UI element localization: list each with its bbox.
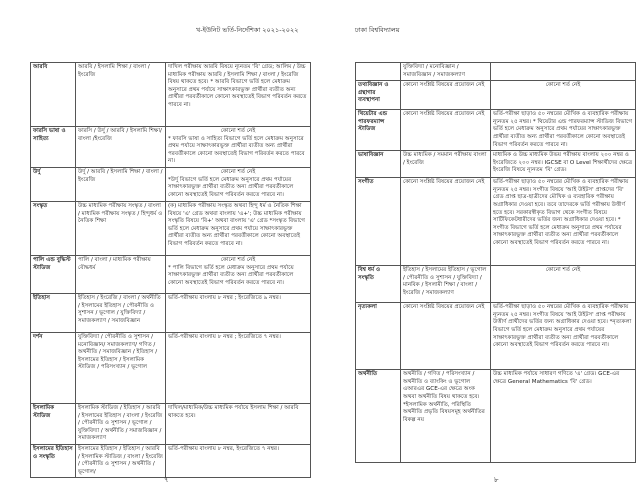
conditions-cell	[166, 201, 311, 255]
conditions-cell	[166, 293, 311, 332]
required-subjects-cell: ইসলামিক স্টাডিজ / ইতিহাস / আরবি / ইসলামের ইতিহাস / বাংলা / ইংরেজি / পৌরনীতি ও সুশাসন / ভূগোল / যুক্তিবিদ্যা / অর্থনীতি / সমাজবিজ্ঞান / সমাজকল্যাণ	[76, 403, 166, 444]
table-row	[356, 303, 636, 370]
page-number-left: ৭	[164, 476, 169, 484]
table-row	[31, 444, 311, 477]
right-requirements-table	[355, 62, 636, 463]
required-subjects-cell: উর্দু / আরবি / ইসলামি শিক্ষা / বাংলা / ইংরেজি	[76, 167, 166, 201]
table-row	[356, 81, 636, 110]
conditions-cell	[166, 255, 311, 293]
table-row	[31, 293, 311, 332]
table-row	[356, 63, 636, 81]
conditions-cell	[491, 178, 636, 266]
table-row	[356, 178, 636, 266]
page-number-right: ৮	[494, 476, 499, 484]
condition-text: কোনো শর্ত নেই	[220, 128, 256, 134]
conditions-cell	[491, 110, 636, 151]
notes-text: ভর্তি-পরীক্ষা ছাড়াও ৫০ নম্বরের মৌখিক ও ব্যবহারিক পরীক্ষায় ন্যূনতম ২৫ নম্বর। সংগীত বিষয়ে 'আই উইটস' প্রাপ্ত পরীক্ষায় উত্তীর্ণ প্রার্থীদের ভর্তির জন্য অগ্রাধিকার দেওয়া হবে। *নৃত্যকলা বিভাগে ভর্তি হলে মেধাক্রম অনুসারে প্রথম পর্যায়ের সাক্ষাৎকারভুক্ত প্রার্থীরা ব্যতীত অন্য প্রার্থীরা পরবর্তীকালে কোনো অবস্থাতেই বিভাগ পরিবর্তন করতে পারবে না।	[493, 304, 632, 349]
document-header-left: খ-ইউনিট ভর্তি-নির্দেশিকা ২০২১-২০২২	[196, 26, 299, 34]
notes-text: ভর্তি-পরীক্ষায় বাংলায় ৮ নম্বর, ইংরেজিতে ৭ নম্বর।	[168, 445, 279, 452]
table-row	[31, 201, 311, 255]
condition-text: কোনো শর্ত নেই	[545, 82, 581, 89]
required-subjects-cell: অর্থনীতি / গণিত / পরিসংখ্যান / অর্থনীতি ও ব্যাংকিং ও ভূগোল এআরএর GCE-এর ক্ষেত্রে অংক অথবা অর্থনীতি বিষয় থাকতে হবে। *ইসলামিক অর্থনীতি, পরিস্থিতি অর্থনীতি প্রভৃতি বিষয়সমূহ অর্থনীতির বিকল্প নয়	[401, 370, 491, 463]
subject-cell: ফারসি ভাষা ও সাহিত্য	[31, 127, 76, 168]
required-subjects-cell: কোনো সংশ্লিষ্ট বিষয়ের প্রয়োজন নেই	[401, 110, 491, 151]
subject-cell: ইসলামের ইতিহাস ও সংস্কৃতি	[31, 444, 76, 477]
notes-text: ভর্তি-পরীক্ষা ছাড়াও ৫০ নম্বরের মৌখিক ও ব্যবহারিক পরীক্ষায় ন্যূনতম ২৫ নম্বর। * থিয়েটার এন্ড পারফরম্যান্স স্টাডিজ বিভাগে ভর্তি হলে মেধাক্রম অনুসারে প্রথম পর্যায়ের সাক্ষাৎকারভুক্ত প্রার্থীরা ব্যতীত অন্য প্রার্থীরা পরবর্তীকালে কোনো অবস্থাতেই বিভাগ পরিবর্তন করতে পারবে না।	[493, 111, 633, 148]
required-subjects-cell: ফারসি / উর্দু / আরবি / ইসলামি শিক্ষা/বাংলা /ইংরেজি	[76, 127, 166, 168]
document-header-right: ঢাকা বিশ্ববিদ্যালয়	[355, 26, 400, 34]
notes-text: * ফারসি ভাষা ও সাহিত্য বিভাগে ভর্তি হলে মেধাক্রম অনুসারে প্রথম পর্যায়ে সাক্ষাৎকারভুক্ত প্রার্থীরা ব্যতীত অন্য প্রার্থীরা পরবর্তীকালে কোনো অবস্থাতেই বিভাগ পরিবর্তন করতে পারবে না।	[168, 135, 305, 165]
notes-text: *উর্দু বিভাগে ভর্তি হলে মেধাক্রম অনুসারে প্রথম পর্যায়ের সাক্ষাৎকারভুক্ত প্রার্থীরা ব্যতীত অন্য প্রার্থীরা পরবর্তীকালে কোনো অবস্থাতেই বিভাগ পরিবর্তন করতে পারবে না।	[168, 176, 294, 198]
notes-text: ভর্তি-পরীক্ষায় বাংলায় ৮ নম্বর ; ইংরেজিতে ৯ নম্বর।	[168, 294, 281, 301]
table-row	[356, 151, 636, 178]
required-subjects-cell: ইতিহাস / ইসলামের ইতিহাস / ভূগোল / পৌরনীতি ও সুশাসন / যুক্তিবিদ্যা / মানবিক / ইসলামী শিক্ষা / বাংলা / ইংরেজি / সমাজকল্যাণ	[401, 266, 491, 303]
required-subjects-cell: যুক্তিবিদ্যা / মনোবিজ্ঞান / সমাজবিজ্ঞান / সমাজকল্যাণ	[401, 63, 491, 81]
condition-text: কোনো শর্ত নেই	[220, 168, 256, 175]
conditions-cell	[491, 266, 636, 303]
conditions-cell	[491, 81, 636, 110]
table-row	[31, 167, 311, 201]
subject-cell: থিয়েটার এন্ড পারফরম্যান্স স্টাডিজ	[356, 110, 401, 151]
left-requirements-table	[30, 62, 311, 478]
table-row	[31, 403, 311, 444]
table-row	[356, 370, 636, 463]
required-subjects-cell: যুক্তিবিদ্যা / পৌরনীতি ও সুশাসন / মনোবিজ্ঞান/ সমাজকল্যাণ/ গণিত / অর্থনীতি / সমাজবিজ্ঞান / ইতিহাস / ইসলামের ইতিহাস / ইসলামিক স্টাডিজ / পরিসংখ্যান / ভূগোল	[76, 332, 166, 403]
notes-text: ভর্তি-পরীক্ষা ছাড়াও ৫০ নম্বরের মৌখিক ও ব্যবহারিক পরীক্ষায় ন্যূনতম ২৫ নম্বর। সংগীত বিষয়ে 'আই উইটস' প্রাপ্তদের 'বি' গ্রেড প্রাপ্ত ছাত্র-ছাত্রীদের মৌখিক ও ব্যবহারিক পরীক্ষায় অগ্রাধিকার দেওয়া হবে। তবে তাদেরকে ভর্তি পরীক্ষায় উত্তীর্ণ হতে হবে। সরকারস্বীকৃত বিভাগ থেকে সংগীত বিষয়ে সার্টিফিকেটধারীদের ভর্তির জন্য অগ্রাধিকার দেওয়া হবে। * সংগীত বিভাগে ভর্তি হলে মেধাক্রম অনুসারে প্রথম পর্যায়ের সাক্ষাৎকারভুক্ত প্রার্থীরা ব্যতীত অন্য প্রার্থীরা পরবর্তীকালে কোনো অবস্থাতেই বিভাগ পরিবর্তন করতে পারবে না।	[493, 179, 629, 246]
conditions-cell	[491, 63, 636, 81]
subject-cell: ভাষাবিজ্ঞান	[356, 151, 401, 178]
required-subjects-cell: কোনো সংশ্লিষ্ট বিষয়ের প্রয়োজন নেই	[401, 303, 491, 370]
required-subjects-cell: ইসলামের ইতিহাস / ইতিহাস / আরবি / ইসলামিক স্টাডিজ / বাংলা / ইংরেজি / পৌরনীতি ও সুশাসন / অর্থনীতি / ভূগোল/	[76, 444, 166, 477]
notes-text: মাধ্যমিক ও উচ্চ মাধ্যমিক উভয় পরীক্ষায় বাংলায় ২০০ নম্বর ও ইংরেজিতে ২০০ নম্বর। IGCSE বা O Level শিক্ষার্থীদের ক্ষেত্রে ইংরেজি বিষয়ে ন্যূনতম 'বি' গ্রেড।	[493, 152, 633, 174]
notes-text: দাখিল পরীক্ষায় আরবি বিষয়ে ন্যূনতম 'বি' গ্রেড; আলিম / উচ্চ মাধ্যমিক পরীক্ষায় আরবি / ইসলামি শিক্ষা / বাংলা / ইংরেজি বিষয় থাকতে হবে। * আরবি বিভাগে ভর্তি হলে মেধাক্রম অনুসারে প্রথম পর্যায়ে সাক্ষাৎকারভুক্ত প্রার্থীরা ব্যতীত অন্য প্রার্থীরা পরবর্তীকালে কোনো অবস্থাতেই বিভাগ পরিবর্তন করতে পারবে না।	[168, 64, 307, 108]
subject-cell: পালি এন্ড বুদ্ধিস্ট স্টাডিজ	[31, 255, 76, 293]
subject-cell: উর্দু	[31, 167, 76, 201]
required-subjects-cell: উচ্চ মাধ্যমিক / সমমান পরীক্ষায় বাংলা / ইংরেজি	[401, 151, 491, 178]
notes-text: দাখিল/মাধ্যমিক/উচ্চ মাধ্যমিক পর্যায়ে ইসলাম শিক্ষা / আরবি থাকতে হবে।	[168, 404, 299, 419]
notes-text: ভর্তি-পরীক্ষায় বাংলায় ৮ নম্বর ; ইংরেজিতে ৭ নম্বর।	[168, 333, 281, 340]
table-row	[356, 266, 636, 303]
conditions-cell	[166, 167, 311, 201]
subject-cell: দর্শন	[31, 332, 76, 403]
subject-cell: ইতিহাস	[31, 293, 76, 332]
conditions-cell	[166, 403, 311, 444]
notes-text: (ক) মাধ্যমিক পরীক্ষায় সংস্কৃত অথবা হিন্দু ধর্ম ও নৈতিক শিক্ষা বিষয়ে 'এ' গ্রেড অথবা বাংলায় 'এ+'; উচ্চ মাধ্যমিক পরীক্ষায় সংস্কৃতি বিষয়ে 'বি+' অথবা বাংলায় 'এ' গ্রেড *সংস্কৃত বিভাগে ভর্তি হলে মেধাক্রম অনুসারে প্রথম পর্যায়ে সাক্ষাৎকারভুক্ত প্রার্থীরা ব্যতীত অন্য প্রার্থীরা পরবর্তীকালে কোনো অবস্থাতেই বিভাগ পরিবর্তন করতে পারবে না।	[168, 202, 305, 247]
subject-cell: আরবি	[31, 63, 76, 127]
condition-text: কোনো শর্ত নেই	[220, 256, 256, 263]
conditions-cell	[166, 332, 311, 403]
table-row	[31, 63, 311, 127]
table-row	[356, 110, 636, 151]
conditions-cell	[491, 151, 636, 178]
required-subjects-cell: উচ্চ মাধ্যমিক পরীক্ষায় সংস্কৃত / বাংলা / মাধ্যমিক পরীক্ষায় সংস্কৃত / হিন্দুধর্ম ও নৈতিক শিক্ষা	[76, 201, 166, 255]
conditions-cell	[491, 303, 636, 370]
required-subjects-cell: কোনো সংশ্লিষ্ট বিষয়ের প্রয়োজন নেই	[401, 81, 491, 110]
required-subjects-cell: ইতিহাস / ইংরেজি / বাংলা / অর্থনীতি / ইসলামের ইতিহাস / পৌরনীতি ও সুশাসন / ভূগোল / যুক্তিবিদ্যা / সমাজকল্যাণ / সমাজবিজ্ঞান	[76, 293, 166, 332]
subject-cell: অর্থনীতি	[356, 370, 401, 463]
subject-cell: নৃত্যকলা	[356, 303, 401, 370]
required-subjects-cell: পালি / বাংলা / মাধ্যমিক পরীক্ষায় বৌদ্ধধর্ম	[76, 255, 166, 293]
conditions-cell	[491, 370, 636, 463]
required-subjects-cell: আরবি / ইসলামি শিক্ষা / বাংলা / ইংরেজি	[76, 63, 166, 127]
notes-text: * পালি বিভাগে ভর্তি হলে মেধাক্রম অনুসারে প্রথম পর্যায়ে সাক্ষাৎকারভুক্ত প্রার্থীরা ব্যতীত অন্য প্রার্থীরা পরবর্তীকালে কোনো অবস্থাতেই বিভাগ পরিবর্তন করতে পারবে না।	[168, 264, 294, 286]
required-subjects-cell: কোনো সংশ্লিষ্ট বিষয়ের প্রয়োজন নেই	[401, 178, 491, 266]
conditions-cell	[166, 444, 311, 477]
subject-cell: সংগীত	[356, 178, 401, 266]
notes-text: উচ্চ মাধ্যমিক পর্যায়ে সাধারণ গণিতে 'এ' গ্রেড। GCE-এর ক্ষেত্রে General Mathematics 'বি' গ্রেড।	[493, 371, 620, 385]
conditions-cell	[166, 63, 311, 127]
subject-cell: সংস্কৃত	[31, 201, 76, 255]
table-row	[31, 127, 311, 168]
condition-text: কোনো শর্ত নেই	[545, 267, 581, 274]
subject-cell: ইসলামিক স্টাডিজ	[31, 403, 76, 444]
table-row	[31, 332, 311, 403]
conditions-cell	[166, 127, 311, 168]
subject-cell: তথ্যবিজ্ঞান ও গ্রন্থাগার ব্যবস্থাপনা	[356, 81, 401, 110]
subject-cell: বিশ্ব ধর্ম ও সংস্কৃতি	[356, 266, 401, 303]
subject-cell	[356, 63, 401, 81]
table-row	[31, 255, 311, 293]
